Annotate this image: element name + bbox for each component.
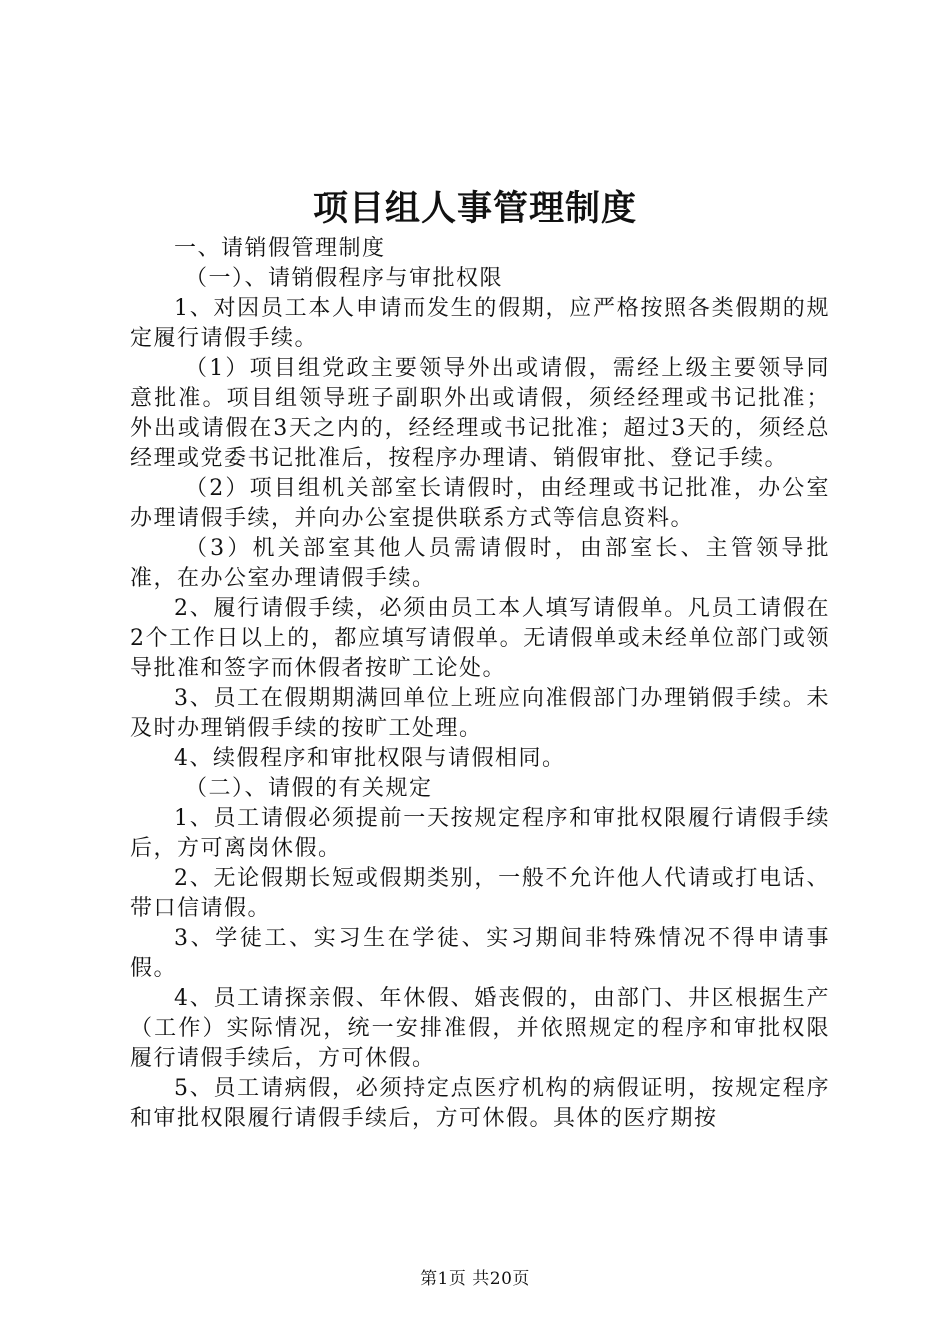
paragraph: 2、无论假期长短或假期类别，一般不允许他人代请或打电话、带口信请假。 — [130, 866, 830, 921]
paragraph: （1）项目组党政主要领导外出或请假，需经上级主要领导同意批准。项目组领导班子副职外出或请假，须经经理或书记批准；外出或请假在3天之内的，经经理或书记批准；超过3天的，须经总经理或党委书记批准后，按程序办理请、销假审批、登记手续。 — [130, 356, 830, 471]
document-body — [130, 234, 830, 1134]
paragraph: （3）机关部室其他人员需请假时，由部室长、主管领导批准，在办公室办理请假手续。 — [130, 536, 830, 591]
paragraph: 5、员工请病假，必须持定点医疗机构的病假证明，按规定程序和审批权限履行请假手续后，方可休假。具体的医疗期按 — [130, 1076, 830, 1131]
document-title: 项目组人事管理制度 — [312, 188, 637, 229]
subsection-heading: （一）、请销假程序与审批权限 — [185, 266, 504, 291]
paragraph: 3、员工在假期期满回单位上班应向准假部门办理销假手续。未及时办理销假手续的按旷工处理。 — [130, 686, 830, 741]
paragraph: （2）项目组机关部室长请假时，由经理或书记批准，办公室办理请假手续，并向办公室提供联系方式等信息资料。 — [130, 476, 830, 531]
paragraph: 4、员工请探亲假、年休假、婚丧假的，由部门、井区根据生产（工作）实际情况，统一安排准假，并依照规定的程序和审批权限履行请假手续后，方可休假。 — [130, 986, 830, 1071]
subsection-heading: （二）、请假的有关规定 — [185, 776, 433, 801]
paragraph: 1、对因员工本人申请而发生的假期，应严格按照各类假期的规定履行请假手续。 — [130, 296, 830, 351]
paragraph: 4、续假程序和审批权限与请假相同。 — [174, 746, 566, 771]
paragraph: 3、学徒工、实习生在学徒、实习期间非特殊情况不得申请事假。 — [130, 926, 830, 981]
page-number: 第1页 共20页 — [420, 1269, 530, 1289]
paragraph: 2、履行请假手续，必须由员工本人填写请假单。凡员工请假在2个工作日以上的，都应填写请假单。无请假单或未经单位部门或领导批准和签字而休假者按旷工论处。 — [130, 596, 830, 681]
section-heading: 一、请销假管理制度 — [174, 236, 386, 261]
paragraph: 1、员工请假必须提前一天按规定程序和审批权限履行请假手续后，方可离岗休假。 — [130, 806, 830, 861]
